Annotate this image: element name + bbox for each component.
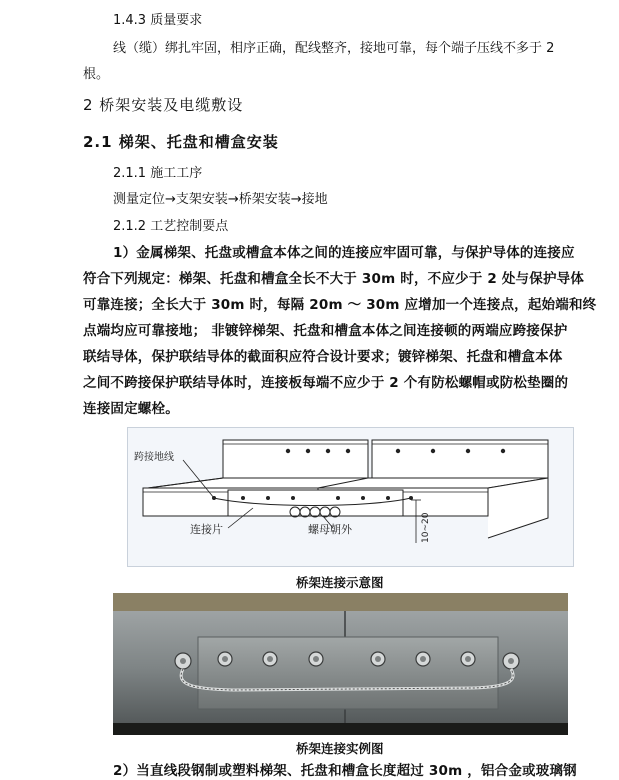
diagram-label-plate: 连接片 xyxy=(190,523,223,536)
paragraph-1-line-5: 联结导体，保护联结导体的截面积应符合设计要求；镀锌梯架、托盘和槽盒本体 xyxy=(83,349,563,365)
heading-2-1-2: 2.1.2 工艺控制要点 xyxy=(113,219,229,234)
bridge-connection-photo xyxy=(113,593,568,735)
heading-section-2: 2 桥架安装及电缆敷设 xyxy=(83,96,244,114)
caption-photo: 桥架连接实例图 xyxy=(296,741,384,756)
paragraph-2-line-1: 2）当直线段钢制或塑料梯架、托盘和槽盒长度超过 30m ，铝合金或玻璃钢 xyxy=(113,763,577,779)
paragraph-1-line-3: 可靠连接；全长大于 30m 时，每隔 20m ～ 30m 应增加一个连接点，起始端和终 xyxy=(83,297,597,313)
diagram-label-dimension: 10~20 xyxy=(421,512,431,543)
heading-section-2-1: 2.1 梯架、托盘和槽盒安装 xyxy=(83,133,279,151)
paragraph-1-line-2: 符合下列规定：梯架、托盘和槽盒全长不大于 30m 时，不应少于 2 处与保护导体 xyxy=(83,271,585,287)
caption-diagram: 桥架连接示意图 xyxy=(296,575,384,590)
paragraph-quality-line-2: 根。 xyxy=(83,67,110,82)
bridge-connection-diagram xyxy=(127,427,574,567)
heading-2-1-1: 2.1.1 施工工序 xyxy=(113,166,203,181)
diagram-label-ground-wire: 跨接地线 xyxy=(134,452,174,463)
paragraph-quality-line-1: 线（缆）绑扎牢固，相序正确，配线整齐，接地可靠，每个端子压线不多于 2 xyxy=(113,41,555,56)
paragraph-process: 测量定位→支架安装→桥架安装→接地 xyxy=(113,192,328,207)
paragraph-1-line-7: 连接固定螺栓。 xyxy=(83,401,179,417)
paragraph-1-line-6: 之间不跨接保护联结导体时，连接板每端不应少于 2 个有防松螺帽或防松垫圈的 xyxy=(83,375,569,391)
diagram-label-nut: 螺母朝外 xyxy=(308,523,352,536)
paragraph-1-line-1: 1）金属梯架、托盘或槽盒本体之间的连接应牢固可靠，与保护导体的连接应 xyxy=(113,245,575,261)
paragraph-1-line-4: 点端均应可靠接地； 非镀锌梯架、托盘和槽盒本体之间连接顿的两端应跨接保护 xyxy=(83,323,568,339)
heading-1-4-3: 1.4.3 质量要求 xyxy=(113,13,203,28)
